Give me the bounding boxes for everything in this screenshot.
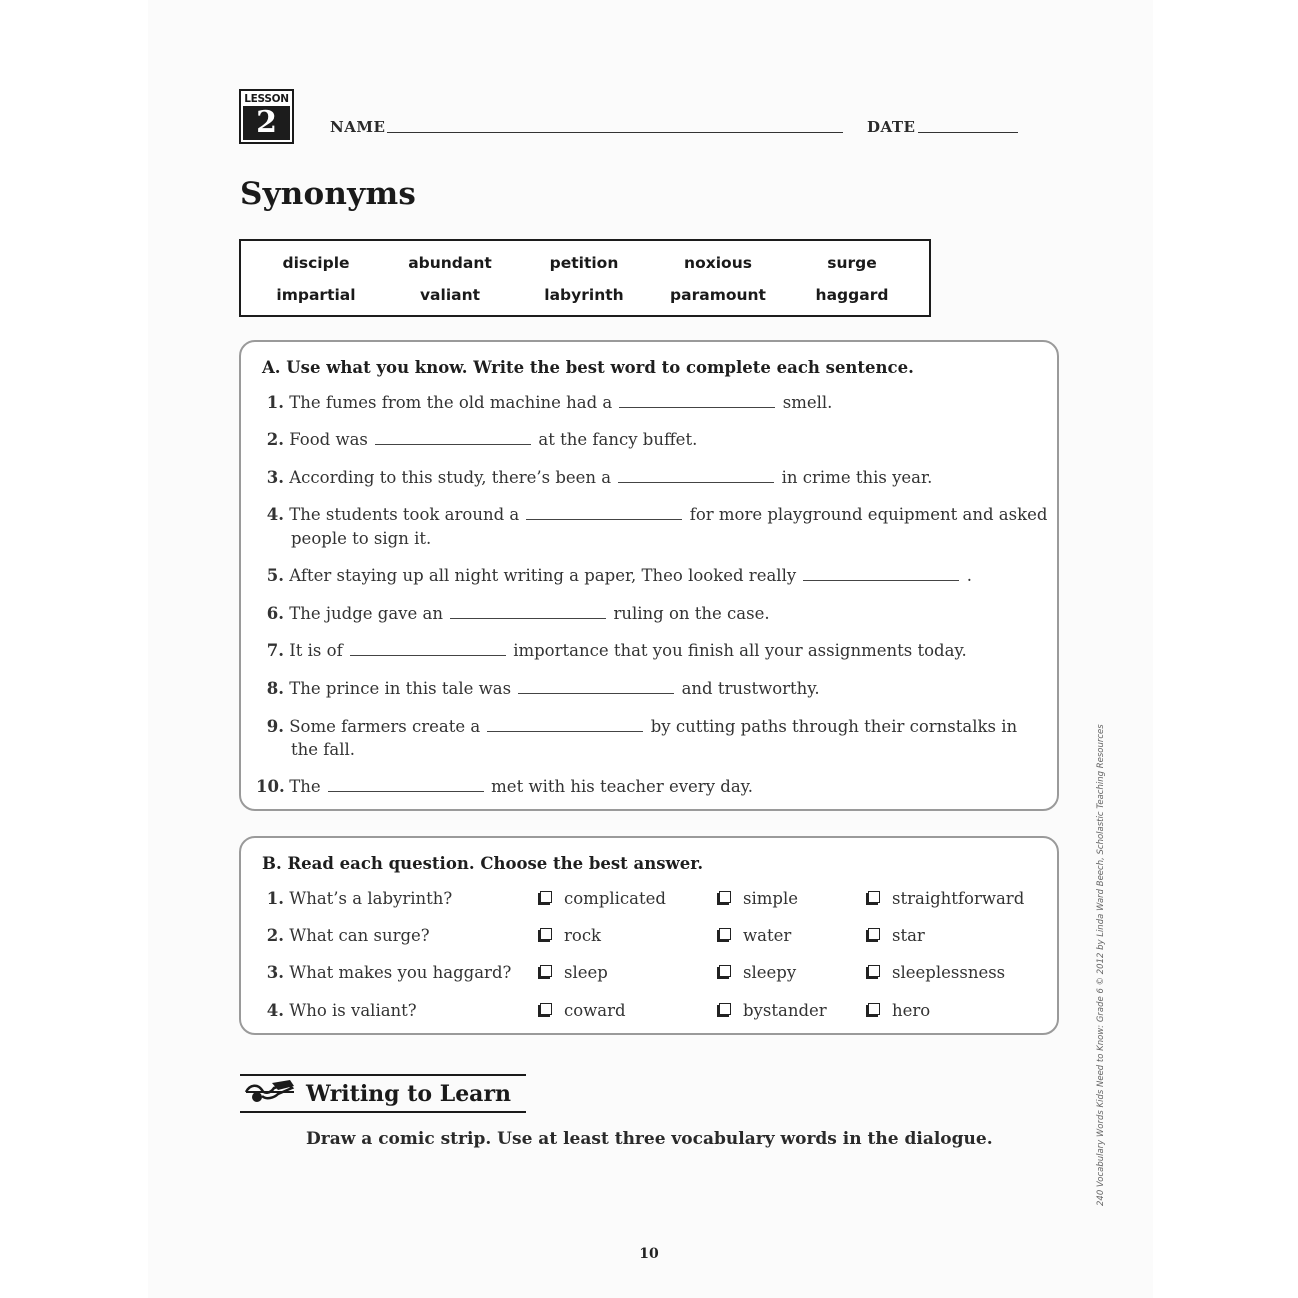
date-field[interactable]: [918, 132, 1018, 133]
checkbox[interactable]: [868, 891, 880, 903]
sentence-text: Some farmers create a: [289, 717, 481, 736]
sentence-text: The judge gave an: [289, 604, 443, 623]
answer-option[interactable]: [540, 889, 666, 908]
answer-option[interactable]: [719, 963, 796, 982]
question-number: 2.: [266, 926, 284, 945]
question-text: What makes you haggard?: [289, 963, 512, 982]
name-label: NAME: [330, 118, 386, 136]
sentence-text: ruling on the case.: [613, 604, 770, 623]
checkbox[interactable]: [719, 891, 731, 903]
sentence-text: It is of: [289, 641, 343, 660]
answer-option[interactable]: [868, 1001, 930, 1020]
question-item: [256, 1001, 417, 1020]
page-title: Synonyms: [240, 176, 417, 212]
option-label: simple: [743, 889, 798, 908]
word-bank-item: impartial: [276, 286, 356, 304]
option-label: star: [892, 926, 925, 945]
answer-blank[interactable]: [518, 680, 674, 694]
answer-blank[interactable]: [526, 506, 682, 520]
question-text: Who is valiant?: [289, 1001, 417, 1020]
answer-blank[interactable]: [350, 642, 506, 656]
sentence-text: at the fancy buffet.: [538, 430, 698, 449]
lesson-badge: [239, 89, 294, 144]
writing-section-rule: [240, 1074, 526, 1076]
answer-blank[interactable]: [375, 431, 531, 445]
item-number: 3.: [266, 468, 284, 487]
sentence-text: importance that you finish all your assignments today.: [513, 641, 967, 660]
checkbox[interactable]: [868, 928, 880, 940]
checkbox[interactable]: [540, 928, 552, 940]
question-item: [256, 926, 430, 945]
checkbox[interactable]: [868, 965, 880, 977]
section-a-letter: A.: [262, 358, 281, 377]
sentence-text: and trustworthy.: [681, 679, 820, 698]
word-bank-item: paramount: [670, 286, 766, 304]
sentence-item: [256, 717, 1017, 736]
writing-prompt: Draw a comic strip. Use at least three vocabulary words in the dialogue.: [306, 1129, 993, 1149]
pencil-icon: [244, 1078, 296, 1108]
answer-option[interactable]: [868, 926, 925, 945]
word-bank-item: valiant: [419, 286, 481, 304]
option-label: straightforward: [892, 889, 1025, 908]
item-number: 5.: [266, 566, 284, 585]
sentence-text: The: [289, 777, 321, 796]
item-number: 7.: [266, 641, 284, 660]
question-item: [256, 963, 511, 982]
question-number: 4.: [266, 1001, 284, 1020]
sentence-continuation: people to sign it.: [291, 529, 432, 548]
answer-option[interactable]: [719, 926, 791, 945]
answer-option[interactable]: [540, 1001, 626, 1020]
item-number: 6.: [266, 604, 284, 623]
answer-option[interactable]: [868, 889, 1024, 908]
sentence-item: [256, 505, 1047, 524]
answer-blank[interactable]: [618, 469, 774, 483]
sentence-item: [256, 468, 932, 487]
sentence-item: [256, 679, 820, 698]
answer-blank[interactable]: [450, 605, 606, 619]
option-label: rock: [564, 926, 602, 945]
option-label: sleepy: [743, 963, 797, 982]
sentence-item: [256, 566, 972, 585]
sentence-item: [256, 777, 753, 796]
date-label: DATE: [867, 118, 916, 136]
sentence-text: .: [966, 566, 972, 585]
item-number: 8.: [266, 679, 284, 698]
sentence-item: [256, 641, 967, 660]
answer-blank[interactable]: [803, 567, 959, 581]
item-number: 2.: [266, 430, 284, 449]
checkbox[interactable]: [719, 965, 731, 977]
checkbox[interactable]: [868, 1003, 880, 1015]
checkbox[interactable]: [540, 965, 552, 977]
writing-section-rule: [240, 1111, 526, 1113]
answer-blank[interactable]: [487, 718, 643, 732]
sentence-text: smell.: [782, 393, 833, 412]
page-number: 10: [639, 1246, 659, 1262]
sentence-text: The students took around a: [289, 505, 520, 524]
option-label: hero: [892, 1001, 931, 1020]
answer-option[interactable]: [540, 963, 608, 982]
answer-option[interactable]: [868, 963, 1005, 982]
sentence-text: Food was: [289, 430, 368, 449]
sentence-text: met with his teacher every day.: [491, 777, 754, 796]
option-label: sleep: [564, 963, 608, 982]
checkbox[interactable]: [719, 928, 731, 940]
word-bank-item: petition: [549, 254, 619, 272]
section-a-heading: [262, 358, 914, 377]
sentence-text: for more playground equipment and asked: [689, 505, 1048, 524]
answer-option[interactable]: [540, 926, 601, 945]
option-label: water: [743, 926, 792, 945]
word-bank-item: haggard: [815, 286, 889, 304]
answer-blank[interactable]: [619, 394, 775, 408]
lesson-label: LESSON: [244, 93, 289, 105]
word-bank-item: labyrinth: [544, 286, 624, 304]
checkbox[interactable]: [540, 1003, 552, 1015]
lesson-number: 2: [243, 106, 290, 140]
word-bank: [239, 239, 931, 317]
sentence-item: [256, 393, 832, 412]
item-number: 9.: [266, 717, 284, 736]
question-text: What can surge?: [289, 926, 430, 945]
question-item: [256, 889, 452, 908]
sentence-item: [256, 430, 697, 449]
copyright-credit: 240 Vocabulary Words Kids Need to Know: Grade 6 © 2012 by Linda Ward Beech, Scholastic Teaching Resources: [1096, 724, 1106, 1206]
option-label: bystander: [743, 1001, 827, 1020]
item-number: 4.: [266, 505, 284, 524]
answer-option[interactable]: [719, 889, 798, 908]
sentence-text: The fumes from the old machine had a: [289, 393, 613, 412]
answer-option[interactable]: [719, 1001, 827, 1020]
option-label: sleeplessness: [892, 963, 1006, 982]
section-b-instruction: Read each question. Choose the best answer.: [287, 854, 704, 873]
answer-blank[interactable]: [328, 778, 484, 792]
section-a-instruction: Use what you know. Write the best word to complete each sentence.: [286, 358, 914, 377]
question-text: What’s a labyrinth?: [289, 889, 453, 908]
writing-to-learn-title: Writing to Learn: [306, 1081, 512, 1107]
word-bank-item: surge: [827, 254, 877, 272]
section-b-letter: B.: [262, 854, 282, 873]
sentence-item: [256, 604, 770, 623]
section-b-heading: [262, 854, 703, 873]
word-bank-item: abundant: [408, 254, 492, 272]
sentence-text: by cutting paths through their cornstalks in: [650, 717, 1018, 736]
sentence-continuation: the fall.: [291, 740, 356, 759]
sentence-text: in crime this year.: [781, 468, 933, 487]
word-bank-item: disciple: [282, 254, 350, 272]
option-label: coward: [564, 1001, 626, 1020]
checkbox[interactable]: [540, 891, 552, 903]
word-bank-item: noxious: [684, 254, 752, 272]
question-number: 1.: [266, 889, 284, 908]
sentence-text: After staying up all night writing a paper, Theo looked really: [289, 566, 797, 585]
question-number: 3.: [266, 963, 284, 982]
item-number: 10.: [256, 777, 285, 796]
item-number: 1.: [266, 393, 284, 412]
sentence-text: The prince in this tale was: [289, 679, 512, 698]
sentence-text: According to this study, there’s been a: [289, 468, 612, 487]
name-field[interactable]: [387, 132, 843, 133]
checkbox[interactable]: [719, 1003, 731, 1015]
option-label: complicated: [564, 889, 666, 908]
